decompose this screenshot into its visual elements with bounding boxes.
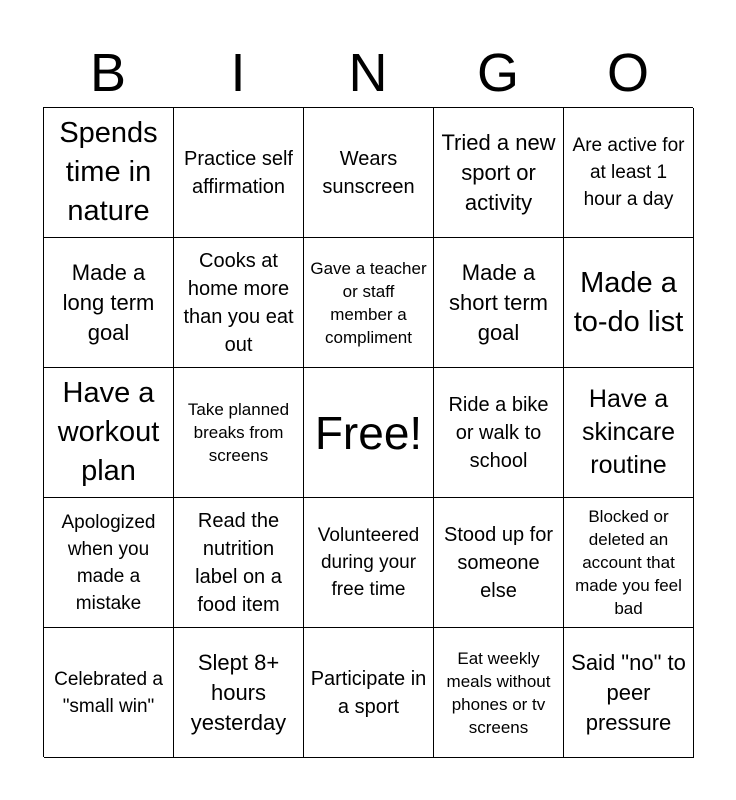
- cell-text: Slept 8+ hours yesterday: [190, 649, 287, 735]
- bingo-board: [43, 107, 693, 757]
- header-letter-n: N: [348, 43, 388, 103]
- cell-text: Read the nutrition label on a food item: [195, 509, 282, 616]
- header-letter-o: O: [606, 43, 649, 103]
- header-letter-g: G: [476, 43, 519, 103]
- cell-text: Have a workout plan: [57, 377, 160, 487]
- bingo-cell-b3[interactable]: [44, 368, 174, 498]
- bingo-cell-n1[interactable]: [304, 108, 434, 238]
- header-letter-i: I: [230, 43, 246, 103]
- bingo-cell-o5[interactable]: [564, 628, 694, 758]
- bingo-cell-i2[interactable]: [174, 238, 304, 368]
- cell-text: Wears sunscreen: [322, 147, 415, 198]
- cell-text: Volunteered during your free time: [317, 525, 420, 600]
- cell-text: Said "no" to peer pressure: [571, 649, 686, 735]
- cell-text: Take planned breaks from screens: [187, 400, 290, 465]
- bingo-cell-o1[interactable]: [564, 108, 694, 238]
- bingo-cell-i5[interactable]: [174, 628, 304, 758]
- bingo-cell-i4[interactable]: [174, 498, 304, 628]
- bingo-cell-g5[interactable]: [434, 628, 564, 758]
- cell-text: Made a to-do list: [573, 266, 684, 338]
- cell-text: Ride a bike or walk to school: [448, 393, 549, 472]
- bingo-cell-b5[interactable]: [44, 628, 174, 758]
- bingo-cell-b4[interactable]: [44, 498, 174, 628]
- cell-text: Made a short term goal: [448, 259, 549, 345]
- cell-text: Blocked or deleted an account that made you feel bad: [575, 507, 682, 618]
- bingo-cell-b1[interactable]: [44, 108, 174, 238]
- header-letter-b: B: [89, 43, 127, 103]
- bingo-cell-n2[interactable]: [304, 238, 434, 368]
- cell-text: Participate in a sport: [310, 667, 427, 718]
- cell-text: Have a skincare routine: [581, 385, 676, 479]
- bingo-cell-g3[interactable]: [434, 368, 564, 498]
- bingo-cell-o2[interactable]: [564, 238, 694, 368]
- bingo-cell-n4[interactable]: [304, 498, 434, 628]
- cell-text: Eat weekly meals without phones or tv screens: [446, 648, 551, 737]
- cell-text: Cooks at home more than you eat out: [183, 249, 294, 356]
- cell-text: Gave a teacher or staff member a compliment: [310, 258, 427, 347]
- free-space-text: Free!: [314, 406, 423, 459]
- bingo-cell-o4[interactable]: [564, 498, 694, 628]
- cell-text: Stood up for someone else: [444, 523, 553, 602]
- cell-text: Made a long term goal: [62, 259, 155, 345]
- bingo-cell-i1[interactable]: [174, 108, 304, 238]
- cell-text: Are active for at least 1 hour a day: [572, 135, 685, 210]
- bingo-header: [43, 40, 693, 106]
- bingo-cell-o3[interactable]: [564, 368, 694, 498]
- cell-text: Tried a new sport or activity: [441, 129, 556, 215]
- cell-text: Celebrated a "small win": [54, 668, 163, 717]
- bingo-cell-free[interactable]: [304, 368, 434, 498]
- bingo-cell-g1[interactable]: [434, 108, 564, 238]
- bingo-cell-g4[interactable]: [434, 498, 564, 628]
- bingo-cell-g2[interactable]: [434, 238, 564, 368]
- bingo-cell-i3[interactable]: [174, 368, 304, 498]
- cell-text: Practice self affirmation: [184, 147, 293, 198]
- bingo-cell-b2[interactable]: [44, 238, 174, 368]
- cell-text: Spends time in nature: [59, 117, 158, 227]
- bingo-cell-n5[interactable]: [304, 628, 434, 758]
- cell-text: Apologized when you made a mistake: [61, 511, 156, 614]
